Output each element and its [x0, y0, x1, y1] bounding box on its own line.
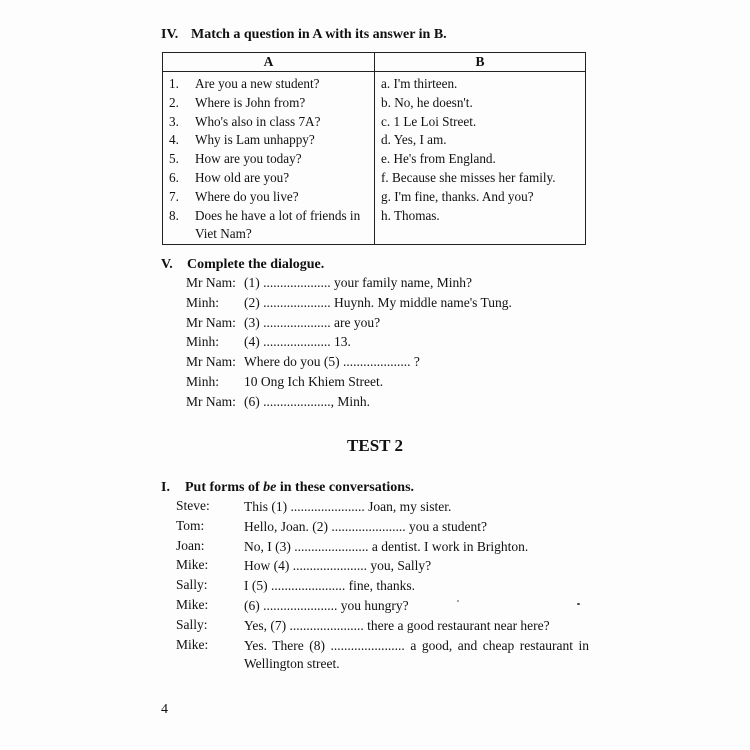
part-1-number: I. — [161, 480, 170, 495]
column-a-cell — [163, 72, 375, 245]
conversation-text: How (4) ...................... you, Sally? — [244, 558, 432, 574]
ink-speck — [577, 603, 580, 605]
section-4-heading — [161, 27, 447, 43]
speaker-label: Mr Nam: — [186, 275, 236, 290]
answer-item: h. Thomas. — [381, 207, 440, 223]
ink-speck — [457, 600, 459, 602]
section-5-heading — [161, 257, 324, 273]
section-4-title: Match a question in A with its answer in B. — [191, 27, 447, 42]
part-1-title-post: in these conversations. — [276, 480, 415, 495]
speaker-label: Joan: — [176, 537, 205, 553]
question-item: 8. Does he have a lot of friends in Viet Nam? — [169, 207, 361, 242]
conversation-text: Hello, Joan. (2) ...................... you a student? — [244, 518, 487, 534]
speaker-label: Mr Nam: — [186, 393, 236, 409]
section-5-title: Complete the dialogue. — [187, 257, 325, 272]
answer-item: d. Yes, I am. — [381, 132, 447, 148]
dialogue-text: (1) .................... your family name, Minh? — [244, 275, 472, 290]
question-item: 4. Why is Lam unhappy? — [169, 132, 315, 148]
column-b-header: B — [375, 53, 586, 72]
page-number: 4 — [161, 702, 168, 717]
answer-item: f. Because she misses her family. — [381, 169, 556, 185]
speaker-label: Tom: — [176, 517, 205, 533]
dialogue-text: (2) .................... Huynh. My middle name's Tung. — [244, 294, 512, 310]
question-item: 1. Are you a new student? — [169, 76, 320, 91]
question-item: 5. How are you today? — [169, 151, 302, 167]
dialogue-text: (4) .................... 13. — [244, 334, 351, 350]
speaker-label: Steve: — [176, 498, 210, 513]
answer-item: b. No, he doesn't. — [381, 94, 473, 110]
conversation-text: Yes. There (8) ...................... a good, and cheap restaurant in Wellington street. — [244, 637, 589, 671]
answer-item: g. I'm fine, thanks. And you? — [381, 188, 534, 204]
test-title: TEST 2 — [347, 436, 403, 455]
answer-item: c. 1 Le Loi Street. — [381, 113, 477, 129]
speaker-label: Minh: — [186, 374, 220, 389]
speaker-label: Sally: — [176, 616, 208, 632]
table-header-row — [163, 53, 586, 72]
speaker-label: Mike: — [176, 597, 209, 612]
question-item: 6. How old are you? — [169, 169, 290, 185]
dialogue-text: (6) ...................., Minh. — [244, 393, 370, 409]
speaker-label: Minh: — [186, 334, 220, 350]
speaker-label: Mike: — [176, 557, 209, 573]
dialogue-text: (3) .................... are you? — [244, 314, 381, 330]
speaker-label: Mr Nam: — [186, 354, 236, 370]
speaker-label: Mr Nam: — [186, 314, 236, 330]
question-item: 2. Where is John from? — [169, 94, 306, 110]
dialogue — [186, 275, 586, 415]
answer-item: e. He's from England. — [381, 151, 496, 167]
section-5-number: V. — [161, 257, 173, 272]
conversation-text: Yes, (7) ...................... there a good restaurant near here? — [244, 617, 550, 633]
section-4-number: IV. — [161, 27, 179, 42]
part-1-heading — [161, 480, 414, 496]
dialogue-text: 10 Ong Ich Khiem Street. — [244, 374, 384, 389]
conversation-text: No, I (3) ...................... a dentist. I work in Brighton. — [244, 538, 529, 554]
conversation-text: This (1) ...................... Joan, my sister. — [244, 499, 452, 514]
matching-table — [162, 52, 586, 245]
speaker-label: Mike: — [176, 636, 209, 652]
part-1-title-em: be — [263, 480, 277, 495]
question-item: 3. Who's also in class 7A? — [169, 113, 321, 129]
conversations — [176, 498, 596, 678]
speaker-label: Sally: — [176, 577, 208, 593]
column-a-header: A — [163, 53, 375, 72]
answer-item: a. I'm thirteen. — [381, 76, 458, 91]
conversation-text: (6) ...................... you hungry? — [244, 598, 409, 613]
question-item: 7. Where do you live? — [169, 188, 299, 204]
speaker-label: Minh: — [186, 294, 220, 310]
part-1-title-pre: Put forms of — [185, 480, 264, 495]
conversation-text: I (5) ...................... fine, thanks. — [244, 578, 415, 594]
column-b-cell — [375, 72, 586, 245]
dialogue-text: Where do you (5) .................... ? — [244, 354, 420, 370]
